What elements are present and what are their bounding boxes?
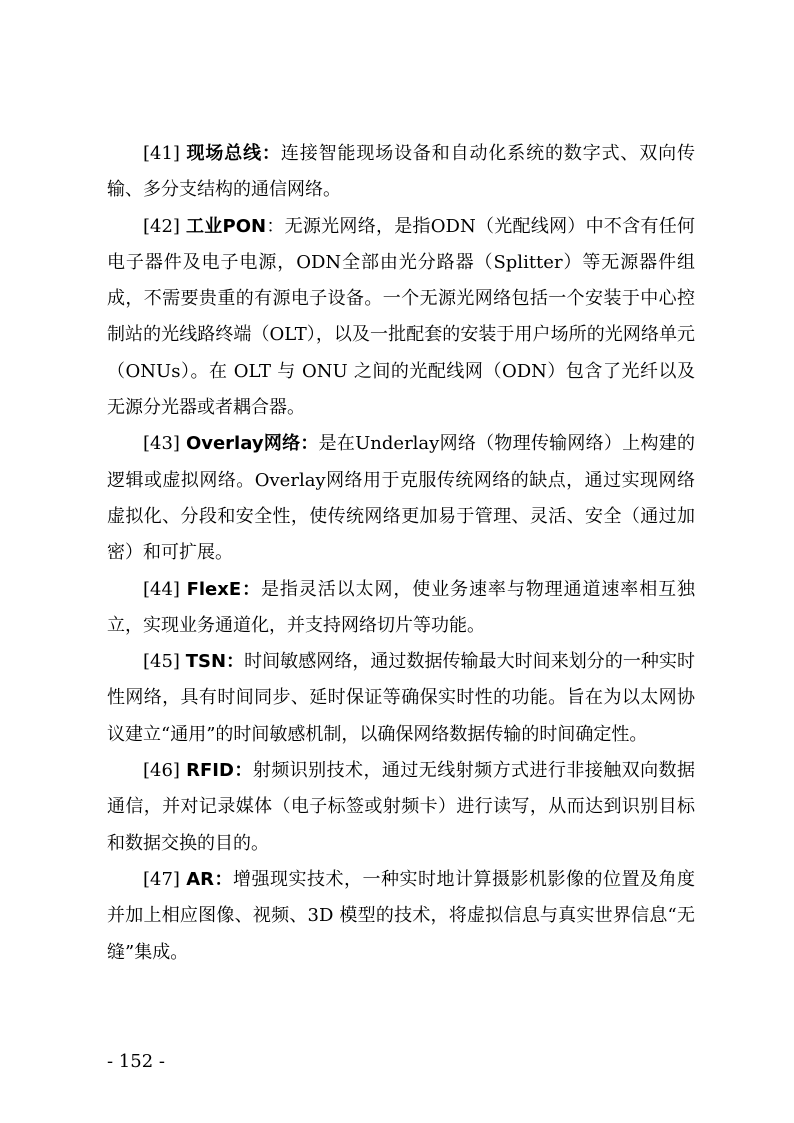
entry-separator: ： <box>226 651 245 673</box>
entry-definition: 射频识别技术，通过无线射频方式进行非接触双向数据通信，并对记录媒体（电子标签或射频卡）进行读写，从而达到识别目标和数据交换的目的。 <box>107 760 695 854</box>
entry-term: Overlay网络 <box>185 433 301 455</box>
entry-number: [42] <box>143 215 180 237</box>
entry-term: RFID <box>186 760 234 782</box>
entry-term: AR <box>186 868 214 890</box>
glossary-entry-46 <box>107 753 695 862</box>
entry-separator: ： <box>262 143 281 164</box>
entry-number: [45] <box>143 651 180 673</box>
entry-number: [44] <box>143 578 180 600</box>
entry-separator: ： <box>300 433 319 455</box>
entry-term: 工业PON <box>185 215 267 237</box>
entry-number: [47] <box>143 868 180 890</box>
entry-definition: 时间敏感网络，通过数据传输最大时间来划分的一种实时性网络，具有时间同步、延时保证等确保实时性的功能。旨在为以太网协议建立“通用”的时间敏感机制，以确保网络数据传输的时间确定性。 <box>107 651 695 745</box>
entry-term: 现场总线 <box>186 143 263 164</box>
entry-separator: ： <box>233 760 253 782</box>
glossary-entry-47 <box>107 862 695 971</box>
entry-term: TSN <box>185 651 227 673</box>
entry-separator: ： <box>213 868 233 890</box>
glossary-entry-44 <box>107 572 695 645</box>
entry-definition: 增强现实技术，一种实时地计算摄影机影像的位置及角度并加上相应图像、视频、3D 模型的技术，将虚拟信息与真实世界信息“无缝”集成。 <box>107 868 696 963</box>
glossary-list <box>107 136 695 971</box>
entry-number: [46] <box>143 760 180 782</box>
entry-separator: ： <box>241 578 262 600</box>
entry-term: FlexE <box>186 578 242 600</box>
glossary-entry-43 <box>107 426 695 571</box>
entry-definition: 是指灵活以太网，使业务速率与物理通道速率相互独立，实现业务通道化，并支持网络切片等功能。 <box>107 578 696 636</box>
glossary-entry-45 <box>107 644 695 753</box>
entry-definition: 是在Underlay网络（物理传输网络）上构建的逻辑或虚拟网络。Overlay网络用于克服传统网络的缺点，通过实现网络虚拟化、分段和安全性，使传统网络更加易于管理、灵活、安全（通过加密）和可扩展。 <box>107 433 695 564</box>
entry-separator: ： <box>266 215 285 237</box>
entry-number: [43] <box>143 433 180 455</box>
entry-number: [41] <box>143 143 180 164</box>
entry-definition: 连接智能现场设备和自动化系统的数字式、双向传输、多分支结构的通信网络。 <box>107 143 696 201</box>
glossary-entry-42 <box>107 209 695 427</box>
entry-definition: 无源光网络，是指ODN（光配线网）中不含有任何电子器件及电子电源，ODN全部由光分路器（Splitter）等无源器件组成，不需要贵重的有源电子设备。一个无源光网络包括一个安装于中心控制站的光线路终端（OLT），以及一批配套的安装于用户场所的光网络单元（ONUs）。在 OLT 与 ONU 之间的光配线网（ODN）包含了光纤以及无源分光器或者耦合器。 <box>107 215 695 419</box>
page-number: - 152 - <box>107 1051 165 1072</box>
glossary-entry-41 <box>107 136 695 209</box>
